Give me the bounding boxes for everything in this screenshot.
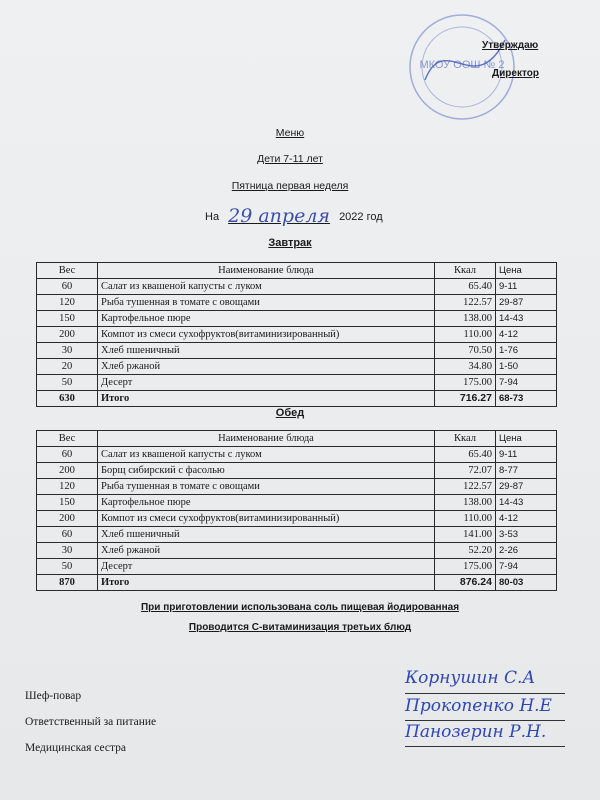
price-cell: 29-87	[496, 295, 557, 311]
signature-nurse: Панозерин Р.Н.	[405, 722, 547, 742]
weight-cell: 50	[37, 559, 98, 575]
price-cell: 8-77	[496, 463, 557, 479]
price-cell: 9-11	[496, 279, 557, 295]
price-cell: 9-11	[496, 447, 557, 463]
role-nurse: Медицинская сестра	[25, 742, 127, 754]
total-row	[37, 575, 557, 591]
price-cell: 1-50	[496, 359, 557, 375]
date-prefix: На	[205, 211, 220, 223]
price-cell: 2-26	[496, 543, 557, 559]
lunch-table	[36, 430, 557, 591]
weight-cell: 630	[37, 391, 98, 407]
table-row	[37, 343, 557, 359]
col-kcal: Ккал	[435, 263, 496, 279]
dish-cell: Рыба тушенная в томате с овощами	[98, 295, 435, 311]
col-weight: Вес	[37, 431, 98, 447]
price-cell: 7-94	[496, 375, 557, 391]
dish-cell: Рыба тушенная в томате с овощами	[98, 479, 435, 495]
price-cell: 4-12	[496, 327, 557, 343]
weight-cell: 20	[37, 359, 98, 375]
signature-line	[405, 720, 565, 721]
kcal-cell: 138.00	[435, 495, 496, 511]
weight-cell: 200	[37, 511, 98, 527]
day-label: Пятница первая неделя	[231, 180, 349, 192]
approve-label: Утверждаю	[482, 40, 539, 51]
kcal-cell: 141.00	[435, 527, 496, 543]
weight-cell: 870	[37, 575, 98, 591]
total-row	[37, 391, 557, 407]
table-row	[37, 447, 557, 463]
table-row	[37, 295, 557, 311]
weight-cell: 120	[37, 479, 98, 495]
weight-cell: 60	[37, 447, 98, 463]
dish-cell: Компот из смеси сухофруктов(витаминизированный)	[98, 511, 435, 527]
col-dish: Наименование блюда	[98, 263, 435, 279]
kcal-cell: 175.00	[435, 559, 496, 575]
price-cell: 68-73	[496, 391, 557, 407]
dish-cell: Картофельное пюре	[98, 495, 435, 511]
dish-cell: Борщ сибирский с фасолью	[98, 463, 435, 479]
dish-cell: Хлеб ржаной	[98, 359, 435, 375]
kcal-cell: 175.00	[435, 375, 496, 391]
price-cell: 1-76	[496, 343, 557, 359]
breakfast-table	[36, 262, 557, 407]
table-row	[37, 311, 557, 327]
price-cell: 29-87	[496, 479, 557, 495]
weight-cell: 60	[37, 279, 98, 295]
role-chef: Шеф-повар	[25, 690, 82, 702]
dish-cell: Салат из квашеной капусты с луком	[98, 447, 435, 463]
weight-cell: 150	[37, 495, 98, 511]
price-cell: 7-94	[496, 559, 557, 575]
dish-cell: Десерт	[98, 375, 435, 391]
kcal-cell: 122.57	[435, 479, 496, 495]
col-price: Цена	[496, 263, 557, 279]
table-row	[37, 479, 557, 495]
weight-cell: 200	[37, 327, 98, 343]
salt-note: При приготовлении использована соль пищевая йодированная	[140, 602, 460, 613]
table-row	[37, 359, 557, 375]
director-label: Директор	[492, 68, 539, 79]
age-group: Дети 7-11 лет	[257, 153, 323, 165]
table-row	[37, 327, 557, 343]
price-cell: 14-43	[496, 311, 557, 327]
table-row	[37, 375, 557, 391]
table-row	[37, 559, 557, 575]
lunch-title: Обед	[275, 407, 305, 419]
role-responsible: Ответственный за питание	[25, 716, 157, 728]
kcal-cell: 716.27	[435, 391, 496, 407]
col-weight: Вес	[37, 263, 98, 279]
kcal-cell: 65.40	[435, 279, 496, 295]
signature-line	[405, 746, 565, 747]
price-cell: 14-43	[496, 495, 557, 511]
kcal-cell: 138.00	[435, 311, 496, 327]
dish-cell: Хлеб пшеничный	[98, 527, 435, 543]
weight-cell: 30	[37, 543, 98, 559]
signature-chef: Корнушин С.А	[405, 668, 536, 688]
dish-cell: Салат из квашеной капусты с луком	[98, 279, 435, 295]
weight-cell: 50	[37, 375, 98, 391]
weight-cell: 150	[37, 311, 98, 327]
table-header-row	[37, 431, 557, 447]
price-cell: 3-53	[496, 527, 557, 543]
table-row	[37, 463, 557, 479]
breakfast-title: Завтрак	[268, 237, 312, 249]
dish-cell: Хлеб пшеничный	[98, 343, 435, 359]
table-header-row	[37, 263, 557, 279]
kcal-cell: 65.40	[435, 447, 496, 463]
price-cell: 4-12	[496, 511, 557, 527]
weight-cell: 60	[37, 527, 98, 543]
col-dish: Наименование блюда	[98, 431, 435, 447]
table-row	[37, 279, 557, 295]
dish-cell: Итого	[98, 391, 435, 407]
dish-cell: Хлеб ржаной	[98, 543, 435, 559]
signature-responsible: Прокопенко Н.Е	[405, 696, 552, 716]
date-line	[205, 203, 383, 225]
kcal-cell: 110.00	[435, 511, 496, 527]
vitamin-note: Проводится С-витаминизация третьих блюд	[188, 622, 412, 633]
date-year: 2022 год	[339, 211, 383, 223]
kcal-cell: 122.57	[435, 295, 496, 311]
kcal-cell: 72.07	[435, 463, 496, 479]
table-row	[37, 543, 557, 559]
kcal-cell: 70.50	[435, 343, 496, 359]
weight-cell: 30	[37, 343, 98, 359]
weight-cell: 120	[37, 295, 98, 311]
kcal-cell: 876.24	[435, 575, 496, 591]
stamp-text: МКОУ ООШ № 2	[419, 59, 505, 71]
dish-cell: Десерт	[98, 559, 435, 575]
table-row	[37, 511, 557, 527]
table-row	[37, 495, 557, 511]
kcal-cell: 52.20	[435, 543, 496, 559]
date-handwritten: 29 апреля	[228, 205, 330, 227]
dish-cell: Картофельное пюре	[98, 311, 435, 327]
weight-cell: 200	[37, 463, 98, 479]
col-kcal: Ккал	[435, 431, 496, 447]
dish-cell: Компот из смеси сухофруктов(витаминизированный)	[98, 327, 435, 343]
kcal-cell: 34.80	[435, 359, 496, 375]
menu-title: Меню	[275, 127, 305, 139]
kcal-cell: 110.00	[435, 327, 496, 343]
signature-line	[405, 693, 565, 694]
price-cell: 80-03	[496, 575, 557, 591]
table-row	[37, 527, 557, 543]
col-price: Цена	[496, 431, 557, 447]
dish-cell: Итого	[98, 575, 435, 591]
